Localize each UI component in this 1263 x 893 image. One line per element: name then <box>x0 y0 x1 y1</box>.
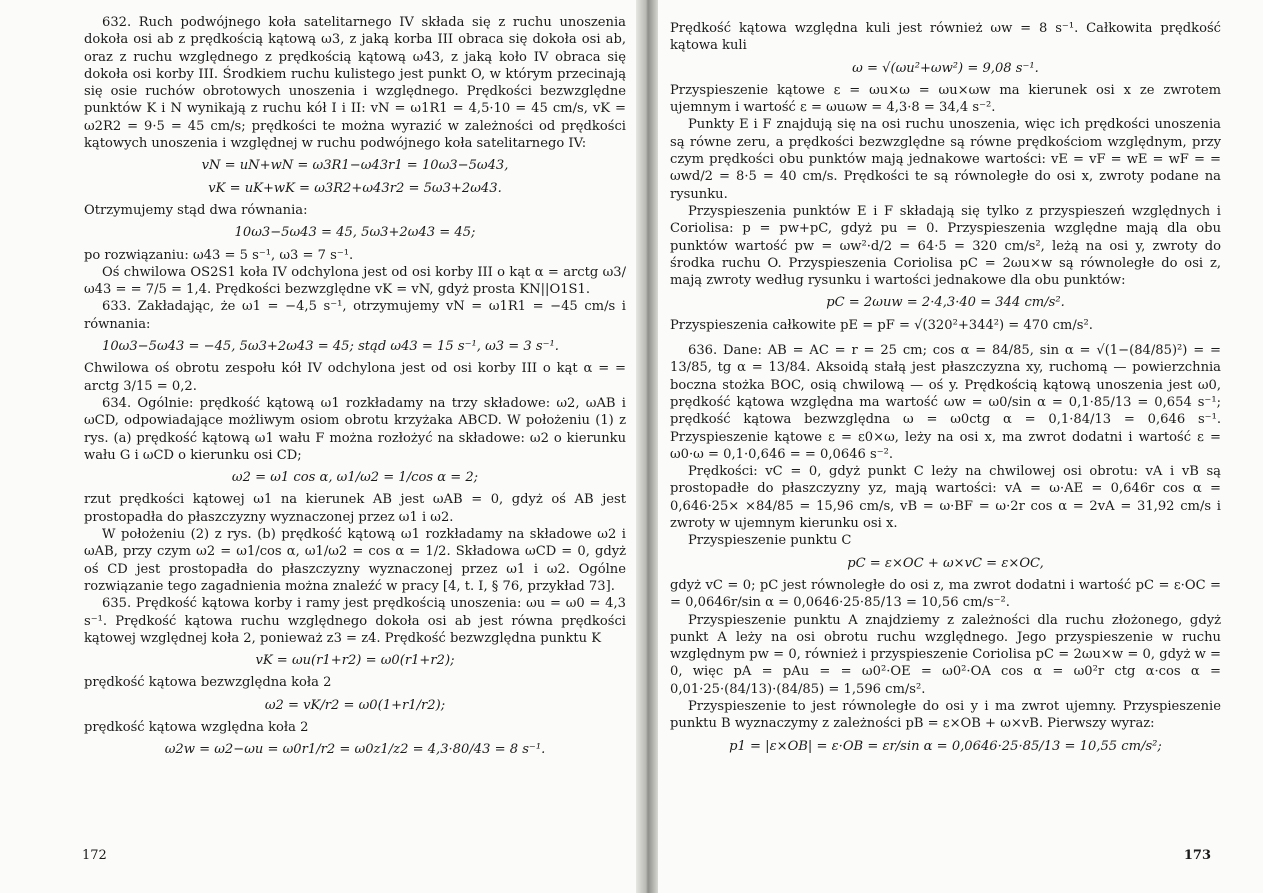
paragraph-r4: Przyspieszenia punktów E i F składają się tylko z przyspieszeń względnych i Coriolisa: p = pw+pC, gdyż pu = 0. Przyspieszenia względne mają dla obu punktów wartość pw = ωw²·d/2 = 64·5 = 320 cm/s², leżą na osi y, zwroty do środka ruchu O. Przyspieszenia Coriolisa pC = 2ωu×w są równoległe do osi z, mają zwroty według rysunku i wartości jednakowe dla obu punktów: <box>670 203 1221 289</box>
equation-r3: pC = ε×OC + ω×vC = ε×OC, <box>847 555 1044 571</box>
paragraph-636-d: gdyż vC = 0; pC jest równoległe do osi z, ma zwrot dodatni i wartość pC = ε·OC = = 0,0646r/sin α = 0,0646·25·85/13 = 10,56 cm/s⁻². <box>670 577 1221 611</box>
equation-r1: ω = √(ωu²+ωw²) = 9,08 s⁻¹. <box>852 60 1039 76</box>
paragraph-634-b: rzut prędkości kątowej ω1 na kierunek AB jest ωAB = 0, gdyż oś AB jest prostopadła do płaszczyzny wyznaczonej przez ω1 i ω2. <box>84 492 626 525</box>
paragraph-635-b: prędkość kątowa bezwzględna koła 2 <box>84 675 332 691</box>
right-page <box>650 0 1263 893</box>
paragraph-636-c: Przyspieszenie punktu C <box>688 533 852 549</box>
paragraph-636-e: Przyspieszenie punktu A znajdziemy z zależności dla ruchu złożonego, gdyż punkt A leży na osi obrotu ruchu względnego. Jego przyspieszenie w ruchu względnym pw = 0, również i przyspieszenie Coriolisa pC = 2ωu×w = 0, gdyż w = 0, więc pA = pAu = = ω0²·OE = ω0²·OA cos α = ω0²r ctg α·cos α = 0,01·25·(84/13)·(84/85) = 1,596 cm/s². <box>670 612 1221 697</box>
equation-635-vk: vK = ωu(r1+r2) = ω0(r1+r2); <box>255 653 455 669</box>
paragraph-r1: Prędkość kątowa względna kuli jest również ωw = 8 s⁻¹. Całkowita prędkość kątowa kuli <box>670 21 1221 54</box>
paragraph-635-c: prędkość kątowa względna koła 2 <box>84 719 309 735</box>
paragraph-632: 632. Ruch podwójnego koła satelitarnego IV składa się z ruchu unoszenia dokoła osi ab z prędkością kątową ω3, z jaką korba III obraca się dokoła osi ab, oraz z ruchu względnego z prędkością kątową ω43, z jaką koło IV obraca się dokoła osi korby III. Środkiem ruchu kulistego jest punkt O, w którym przecinają się osie ruchów obrotowych unoszenia i względnego. Prędkości bezwzględne punktów K i N wynikają z ruchu kół I i II: vN = ω1R1 = 4,5·10 = 45 cm/s, vK = ω2R2 = 9·5 = 45 cm/s; prędkości te można wyrazić w zależności od prędkości kątowych unoszenia i względnej w ruchu podwójnego koła satelitarnego IV: <box>84 15 626 152</box>
paragraph-636: 636. Dane: AB = AC = r = 25 cm; cos α = 84/85, sin α = √(1−(84/85)²) = = 13/85, tg α = 13/84. Aksoidą stałą jest płaszczyzna xy, ruchomą — powierzchnia boczna stożka BOC, osią chwilową — oś y. Prędkością kątową unoszenia jest ω0, prędkość kątowa względna ma wartość ωw = ω0/sin α = 0,1·85/13 = 0,654 s⁻¹; prędkość kątowa bezwzględna ω = ω0ctg α = 0,1·84/13 = 0,646 s⁻¹. Przyspieszenie kątowe ε = ε0×ω, leży na osi x, ma zwrot dodatni i wartość ε = ω0·ω = 0,1·0,646 = = 0,0646 s⁻². <box>670 343 1221 462</box>
paragraph-634: 634. Ogólnie: prędkość kątową ω1 rozkładamy na trzy składowe: ω2, ωAB i ωCD, odpowiadające możliwym osiom obrotu krzyżaka ABCD. W położeniu (1) z rys. (a) prędkość kątową ω1 wału F można rozłożyć na składowe: ω2 o kierunku wału G i ωCD o kierunku osi CD; <box>84 395 626 463</box>
paragraph-632-b: Otrzymujemy stąd dwa równania: <box>84 202 308 218</box>
equation-634: ω2 = ω1 cos α, ω1/ω2 = 1/cos α = 2; <box>231 470 479 486</box>
page-number-right: 173 <box>1183 848 1211 863</box>
paragraph-r5: Przyspieszenia całkowite pE = pF = √(320²+344²) = 470 cm/s². <box>670 317 1093 333</box>
paragraph-635: 635. Prędkość kątowa korby i ramy jest prędkością unoszenia: ωu = ω0 = 4,3 s⁻¹. Prędkość kątowa ruchu względnego dokoła osi ab jest równa prędkości kątowej względnej koła 2, ponieważ z3 = z4. Prędkość bezwzględna punktu K <box>84 596 626 646</box>
equation-632-vk: vK = uK+wK = ω3R2+ω43r2 = 5ω3+2ω43. <box>208 180 502 196</box>
paragraph-633-b: Chwilowa oś obrotu zespołu kół IV odchylona jest od osi korby III o kąt α = = arctg 3/15 = 0,2. <box>84 361 626 394</box>
equation-r4: p1 = |ε×OB| = ε·OB = εr/sin α = 0,0646·25·85/13 = 10,55 cm/s²; <box>729 738 1162 754</box>
equation-635-omega2w: ω2w = ω2−ωu = ω0r1/r2 = ω0z1/z2 = 4,3·80/43 = 8 s⁻¹. <box>164 742 546 758</box>
paragraph-636-f: Przyspieszenie to jest równoległe do osi y i ma zwrot ujemny. Przyspieszenie punktu B wyznaczymy z zależności pB = ε×OB + ω×vB. Pierwszy wyraz: <box>670 698 1221 732</box>
page-number-left: 172 <box>82 848 107 863</box>
paragraph-636-b: Prędkości: vC = 0, gdyż punkt C leży na chwilowej osi obrotu: vA i vB są prostopadłe do płaszczyzny yz, mają wartości: vA = ω·AE = 0,646r cos α = 0,646·25× ×84/85 = 15,96 cm/s, vB = ω·BF = ω·2r cos α = 2vA = 31,92 cm/s i zwroty w ujemnym kierunku osi x. <box>670 464 1221 532</box>
paragraph-632-d: Oś chwilowa OS2S1 koła IV odchylona jest od osi korby III o kąt α = arctg ω3/ω43 = = 7/5 = 1,4. Prędkości bezwzględne vK = vN, gdyż prosta KN||O1S1. <box>84 264 626 298</box>
paragraph-r3: Punkty E i F znajdują się na osi ruchu unoszenia, więc ich prędkości unoszenia są równe zeru, a prędkości bezwzględne są równe prędkościom względnym, przy czym prędkości obu punktów mają jednakowe wartości: vE = vF = wE = wF = = ωwd/2 = 8·5 = 40 cm/s. Prędkości te są równoległe do osi x, zwroty podane na rysunku. <box>670 117 1221 202</box>
paragraph-r2: Przyspieszenie kątowe ε = ωu×ω = ωu×ωw ma kierunek osi x ze zwrotem ujemnym i wartość ε = ωuωw = 4,3·8 = 34,4 s⁻². <box>670 82 1221 116</box>
equation-632-system: 10ω3−5ω43 = 45, 5ω3+2ω43 = 45; <box>234 225 476 241</box>
equation-635-omega2: ω2 = vK/r2 = ω0(1+r1/r2); <box>264 697 446 713</box>
paragraph-633: 633. Zakładając, że ω1 = −4,5 s⁻¹, otrzymujemy vN = ω1R1 = −45 cm/s i równania: <box>84 299 626 332</box>
equation-633: 10ω3−5ω43 = −45, 5ω3+2ω43 = 45; stąd ω43 = 15 s⁻¹, ω3 = 3 s⁻¹. <box>102 339 559 355</box>
paragraph-632-c: po rozwiązaniu: ω43 = 5 s⁻¹, ω3 = 7 s⁻¹. <box>84 247 354 263</box>
equation-r2: pC = 2ωuw = 2·4,3·40 = 344 cm/s². <box>826 295 1065 311</box>
equation-632-vn: vN = uN+wN = ω3R1−ω43r1 = 10ω3−5ω43, <box>201 158 509 174</box>
paragraph-634-c: W położeniu (2) z rys. (b) prędkość kątową ω1 rozkładamy na składowe ω2 i ωAB, przy czym ω2 = ω1/cos α, ω1/ω2 = cos α = 1/2. Składowa ωCD = 0, gdyż oś CD jest prostopadła do płaszczyzny wyznaczonej przez ω1 i ω2. Ogólne rozwiązanie tego zagadnienia można znaleźć w pracy [4, t. I, § 76, przykład 73]. <box>84 527 626 594</box>
